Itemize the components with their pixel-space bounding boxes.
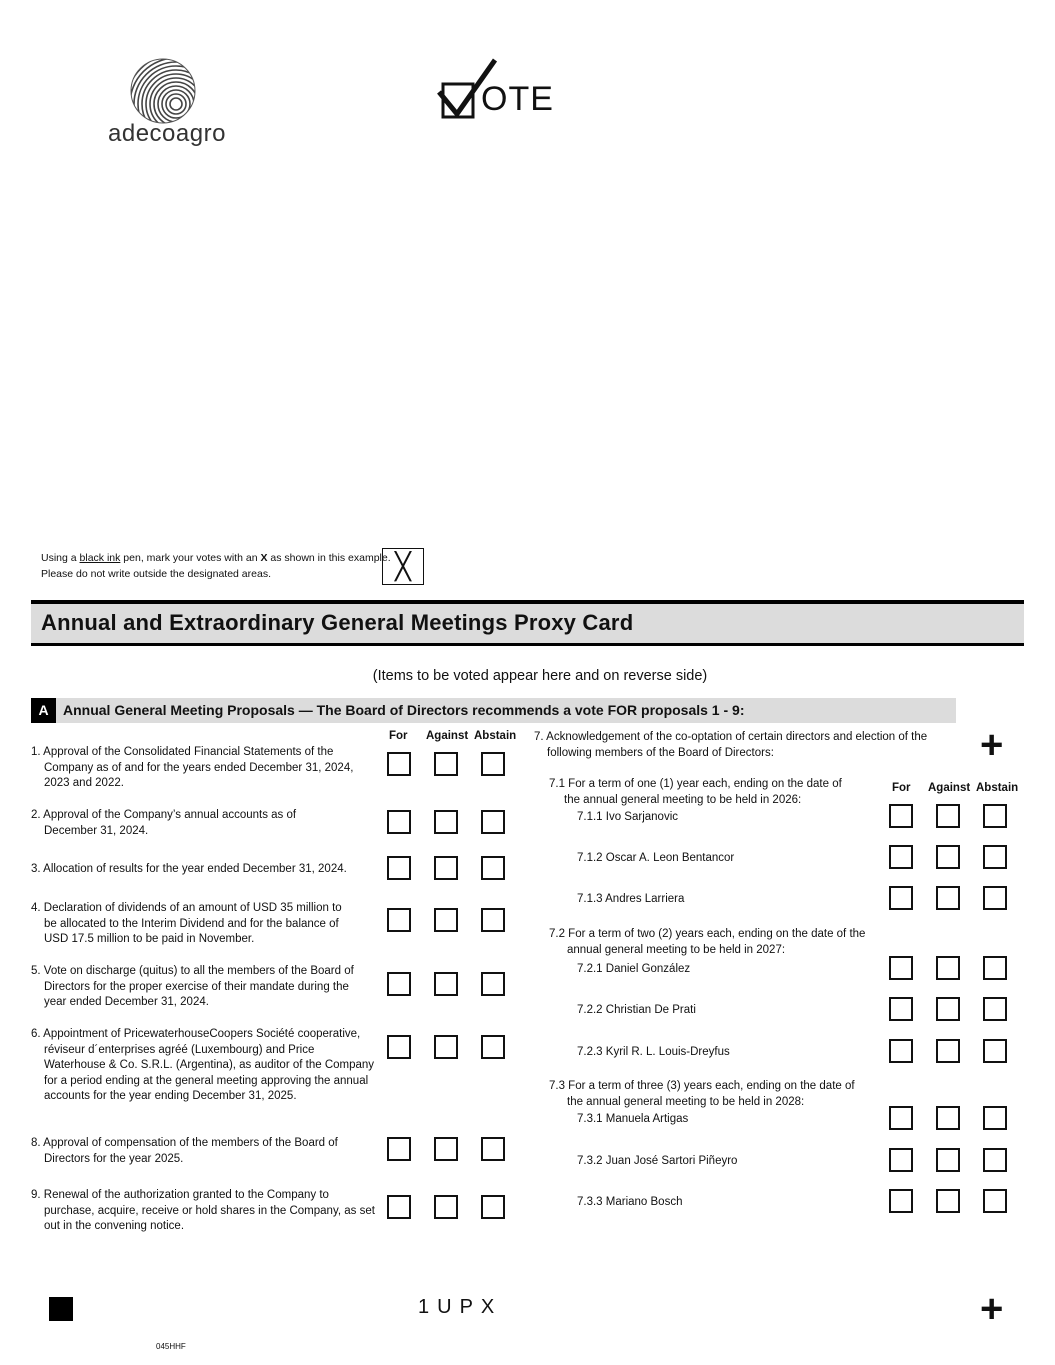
n731-for-checkbox[interactable] [889, 1106, 913, 1130]
card-title: Annual and Extraordinary General Meetings Proxy Card [41, 610, 634, 635]
example-marked-box: ╳ [382, 548, 424, 585]
p3-abstain-checkbox[interactable] [481, 856, 505, 880]
p9-against-checkbox[interactable] [434, 1195, 458, 1219]
company-name: adecoagro [108, 120, 226, 147]
n721-abstain-checkbox[interactable] [983, 956, 1007, 980]
n713-for-checkbox[interactable] [889, 886, 913, 910]
n711-against-checkbox[interactable] [936, 804, 960, 828]
n712-abstain-checkbox[interactable] [983, 845, 1007, 869]
p6-abstain-checkbox[interactable] [481, 1035, 505, 1059]
n712-for-checkbox[interactable] [889, 845, 913, 869]
n713-abstain-checkbox[interactable] [983, 886, 1007, 910]
n711-abstain-checkbox[interactable] [983, 804, 1007, 828]
p5-for-checkbox[interactable] [387, 972, 411, 996]
nominee-7-2-2: 7.2.2 Christian De Prati [577, 1004, 696, 1016]
n713-against-checkbox[interactable] [936, 886, 960, 910]
n733-against-checkbox[interactable] [936, 1189, 960, 1213]
registration-square-icon [49, 1297, 73, 1321]
p5-abstain-checkbox[interactable] [481, 972, 505, 996]
p6-against-checkbox[interactable] [434, 1035, 458, 1059]
proposal-7-heading: 7. Acknowledgement of the co-optation of certain directors and election of the following members of the Board of Directors: [534, 731, 928, 759]
p6-for-checkbox[interactable] [387, 1035, 411, 1059]
n731-abstain-checkbox[interactable] [983, 1106, 1007, 1130]
n723-abstain-checkbox[interactable] [983, 1039, 1007, 1063]
left-col-against: Against [426, 730, 469, 742]
proposal-6: 6. Appointment of PricewaterhouseCoopers Société cooperative, réviseur d´enterprises agréé (Luxembourg) and Price Waterhouse & Co. S.R.L. (Argentina), as auditor of the Company for a period ending at the general meeting approving the annual accounts for the year ending December 31, 2025. [31, 1028, 375, 1102]
p9-for-checkbox[interactable] [387, 1195, 411, 1219]
proposal-3: 3. Allocation of results for the year ended December 31, 2024. [31, 863, 347, 875]
n723-against-checkbox[interactable] [936, 1039, 960, 1063]
nominee-7-2-3: 7.2.3 Kyril R. L. Louis-Dreyfus [577, 1046, 730, 1058]
p9-abstain-checkbox[interactable] [481, 1195, 505, 1219]
proposal-2: 2. Approval of the Company’s annual accounts as of December 31, 2024. [31, 809, 297, 837]
p1-abstain-checkbox[interactable] [481, 752, 505, 776]
left-col-for: For [389, 730, 408, 742]
p5-against-checkbox[interactable] [434, 972, 458, 996]
right-col-abstain: Abstain [976, 782, 1019, 794]
vote-logo [437, 56, 554, 122]
n721-for-checkbox[interactable] [889, 956, 913, 980]
nominee-7-1-2: 7.1.2 Oscar A. Leon Bentancor [577, 852, 735, 864]
proposal-4: 4. Declaration of dividends of an amount of USD 35 million to be allocated to the Interim Dividend and for the balance of USD 17.5 million to be paid in November. [31, 902, 342, 945]
group-7-1-heading: 7.1 For a term of one (1) year each, ending on the date of the annual general meeting to be held in 2026: [549, 778, 842, 806]
form-code: 1UPX [418, 1296, 503, 1318]
proposal-9: 9. Renewal of the authorization granted to the Company to purchase, acquire, receive or hold shares in the Company, as set out in the convening notice. [31, 1189, 375, 1232]
p3-for-checkbox[interactable] [387, 856, 411, 880]
p1-against-checkbox[interactable] [434, 752, 458, 776]
nominee-7-1-3: 7.1.3 Andres Larriera [577, 893, 685, 905]
p4-abstain-checkbox[interactable] [481, 908, 505, 932]
black-ink-text: black ink [79, 552, 121, 564]
right-col-for: For [892, 782, 911, 794]
nominee-7-3-2: 7.3.2 Juan José Sartori Piñeyro [577, 1155, 738, 1167]
small-form-code: 045HHF [156, 1342, 186, 1351]
p2-for-checkbox[interactable] [387, 810, 411, 834]
nominee-7-2-1: 7.2.1 Daniel González [577, 963, 691, 975]
p2-against-checkbox[interactable] [434, 810, 458, 834]
nominee-7-1-1: 7.1.1 Ivo Sarjanovic [577, 811, 679, 823]
nominee-7-3-3: 7.3.3 Mariano Bosch [577, 1196, 683, 1208]
proposal-8: 8. Approval of compensation of the members of the Board of Directors for the year 2025. [31, 1137, 338, 1165]
group-7-3-heading: 7.3 For a term of three (3) years each, ending on the date of the annual general meeting to be held in 2028: [549, 1080, 855, 1108]
proposal-1: 1. Approval of the Consolidated Financial Statements of the Company as of and for the years ended December 31, 2024, 2023 and 2022. [31, 746, 354, 789]
logo-sphere-icon [128, 56, 198, 126]
n733-for-checkbox[interactable] [889, 1189, 913, 1213]
subtitle: (Items to be voted appear here and on reverse side) [372, 668, 708, 684]
n711-for-checkbox[interactable] [889, 804, 913, 828]
n722-abstain-checkbox[interactable] [983, 997, 1007, 1021]
n721-against-checkbox[interactable] [936, 956, 960, 980]
p4-for-checkbox[interactable] [387, 908, 411, 932]
p2-abstain-checkbox[interactable] [481, 810, 505, 834]
n723-for-checkbox[interactable] [889, 1039, 913, 1063]
right-col-against: Against [928, 782, 971, 794]
p1-for-checkbox[interactable] [387, 752, 411, 776]
n722-against-checkbox[interactable] [936, 997, 960, 1021]
n732-abstain-checkbox[interactable] [983, 1148, 1007, 1172]
n732-against-checkbox[interactable] [936, 1148, 960, 1172]
p8-against-checkbox[interactable] [434, 1137, 458, 1161]
n731-against-checkbox[interactable] [936, 1106, 960, 1130]
p3-against-checkbox[interactable] [434, 856, 458, 880]
plus-mark-top: + [980, 723, 1004, 767]
left-col-abstain: Abstain [474, 730, 517, 742]
n722-for-checkbox[interactable] [889, 997, 913, 1021]
p8-abstain-checkbox[interactable] [481, 1137, 505, 1161]
p4-against-checkbox[interactable] [434, 908, 458, 932]
nominee-7-3-1: 7.3.1 Manuela Artigas [577, 1113, 689, 1125]
n712-against-checkbox[interactable] [936, 845, 960, 869]
vote-logo-text: OTE [481, 80, 554, 118]
section-title: Annual General Meeting Proposals — The Board of Directors recommends a vote FOR proposals 1 - 9: [63, 702, 745, 718]
group-7-2-heading: 7.2 For a term of two (2) years each, ending on the date of the annual general meeting to be held in 2027: [549, 928, 866, 956]
plus-mark-bottom: + [980, 1287, 1004, 1331]
proposal-5: 5. Vote on discharge (quitus) to all the members of the Board of Directors for the proper exercise of their mandate during the year ended December 31, 2024. [31, 965, 354, 1008]
marking-instructions: Using a black ink pen, mark your votes with an X as shown in this example. Please do not write outside the designated areas. [41, 552, 391, 580]
company-logo [105, 56, 226, 152]
section-letter: A [31, 698, 56, 723]
n732-for-checkbox[interactable] [889, 1148, 913, 1172]
p8-for-checkbox[interactable] [387, 1137, 411, 1161]
n733-abstain-checkbox[interactable] [983, 1189, 1007, 1213]
